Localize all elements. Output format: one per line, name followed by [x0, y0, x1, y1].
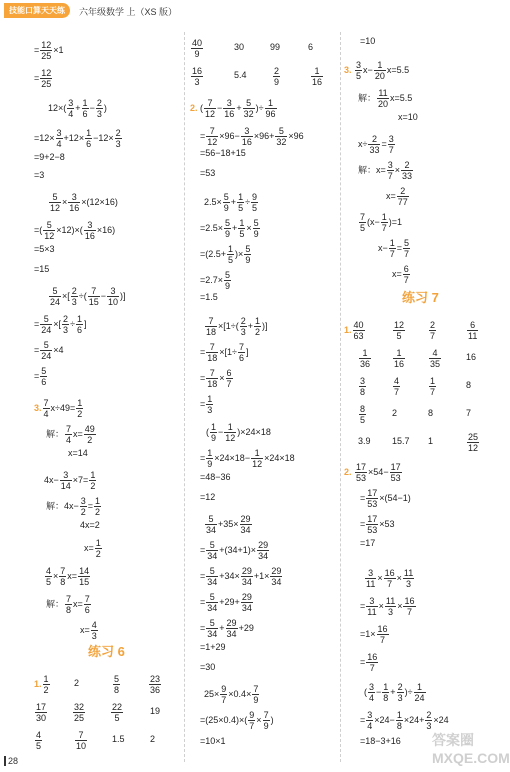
math-line: $\frac{4}{5}$ × $\frac{7}{8}$ x= $\frac{14}{15}$ [46, 566, 90, 587]
math-line: = $\frac{5}{34}$ +29+ $\frac{29}{34}$ [200, 592, 252, 613]
math-line: =( $\frac{5}{12}$ ×12)×( $\frac{3}{16}$ ×16) [34, 220, 116, 241]
answer-row: $\frac{17}{30}$ $\frac{32}{25}$ $\frac{22}{5}$ 19 [36, 702, 161, 723]
math-line: x= $\frac{4}{3}$ [80, 620, 97, 641]
math-line: ( $\frac{1}{9}$ − $\frac{1}{12}$ )×24×18 [206, 422, 271, 443]
math-line: = $\frac{5}{24}$ ×[ $\frac{2}{3}$ ÷ $\frac{1}{6}$ ] [34, 314, 87, 335]
grade-label: 六年级数学 上（XS 版） [79, 7, 178, 17]
answer-row: $\frac{4}{5}$ $\frac{7}{10}$ 1.5 2 [36, 730, 156, 751]
series-tag: 技能口算天天练 [4, 3, 70, 18]
math-line: =(25×0.4)×( $\frac{9}{7}$ × $\frac{7}{9}$ ) [200, 710, 274, 731]
math-line: = $\frac{12}{25}$ [34, 68, 52, 89]
math-line: = $\frac{1}{3}$ [200, 394, 213, 415]
math-line: =9+2−8 [34, 152, 65, 162]
math-line: $\frac{5}{12}$ × $\frac{3}{16}$ ×(12×16) [50, 192, 118, 213]
math-line: 2. ( $\frac{7}{12}$ − $\frac{3}{16}$ + $\frac{5}{32}$ )÷ $\frac{1}{96}$ [190, 98, 276, 119]
answer-row: 1. $\frac{40}{63}$ $\frac{12}{5}$ $\frac{2}{7}$ $\frac{6}{11}$ [344, 320, 478, 341]
math-line: $\frac{7}{5}$ (x− $\frac{1}{7}$ )=1 [360, 212, 403, 233]
math-line: = $\frac{16}{7}$ [360, 652, 378, 673]
math-line: 解：x= $\frac{3}{7}$ × $\frac{2}{33}$ [358, 160, 413, 181]
math-line: 解： $\frac{11}{20}$ x=5.5 [358, 88, 413, 109]
math-line: =10 [360, 36, 376, 46]
math-line: =1.5 [200, 292, 218, 302]
math-line: 解：4x− $\frac{3}{2}$ = $\frac{1}{2}$ [46, 496, 101, 517]
math-line: =1× $\frac{16}{7}$ [360, 624, 388, 645]
math-line: = $\frac{7}{18}$ × $\frac{6}{7}$ [200, 368, 232, 389]
math-line: 4x=2 [80, 520, 100, 530]
math-line: 解： $\frac{7}{4}$ x= $\frac{49}{2}$ [46, 424, 95, 445]
page-header [0, 0, 500, 24]
answer-row: $\frac{3}{8}$ $\frac{4}{7}$ $\frac{1}{7}$ 8 [360, 376, 472, 397]
answer-row: $\frac{8}{5}$ 2 8 7 [360, 404, 472, 425]
math-line: $\frac{5}{24}$ ×[ $\frac{2}{3}$ ÷( $\frac{7}{15}$ − $\frac{3}{10}$ )] [50, 286, 126, 307]
math-line: = $\frac{5}{6}$ [34, 366, 47, 387]
math-line: = $\frac{3}{4}$ ×24− $\frac{1}{8}$ ×24+ $\frac{2}{3}$ ×24 [360, 710, 449, 731]
math-line: 解： $\frac{7}{8}$ x= $\frac{7}{6}$ [46, 594, 90, 615]
math-line: =(2.5+ $\frac{1}{5}$ )× $\frac{5}{9}$ [200, 244, 251, 265]
math-line: ( $\frac{3}{4}$ − $\frac{1}{8}$ + $\frac{2}{3}$ )÷ $\frac{1}{24}$ [364, 682, 425, 703]
column-divider [184, 32, 185, 762]
math-line: =48−36 [200, 472, 231, 482]
math-line: = $\frac{5}{34}$ + $\frac{29}{34}$ +29 [200, 618, 254, 639]
math-line: x÷ $\frac{2}{33}$ = $\frac{3}{7}$ [358, 134, 394, 155]
math-line: = $\frac{12}{25}$ ×1 [34, 40, 64, 61]
math-line: = $\frac{17}{53}$ ×53 [360, 514, 395, 535]
answer-row: $\frac{16}{3}$ 5.4 $\frac{2}{9}$ $\frac{1}{16}$ [192, 66, 323, 87]
math-line: =10×1 [200, 736, 226, 746]
math-line: = $\frac{7}{12}$ ×96− $\frac{3}{16}$ ×96+ $\frac{5}{32}$ ×96 [200, 126, 304, 147]
math-line: 3. $\frac{7}{4}$ x÷49= $\frac{1}{2}$ [34, 398, 83, 419]
math-line: =56−18+15 [200, 148, 246, 158]
math-line: x= $\frac{6}{7}$ [392, 264, 409, 285]
math-line: =30 [200, 662, 216, 672]
math-line: =12 [200, 492, 216, 502]
math-line: 4x− $\frac{3}{14}$ ×7= $\frac{1}{2}$ [44, 470, 96, 491]
math-line: =15 [34, 264, 50, 274]
math-line: =17 [360, 538, 376, 548]
math-line: = $\frac{1}{9}$ ×24×18− $\frac{1}{12}$ ×24×18 [200, 448, 295, 469]
math-line: 2.5× $\frac{5}{9}$ + $\frac{1}{5}$ ÷ $\frac{9}{5}$ [204, 192, 258, 213]
math-line: = $\frac{5}{34}$ +34× $\frac{29}{34}$ +1× $\frac{29}{34}$ [200, 566, 282, 587]
math-line: $\frac{7}{18}$ ×[1÷( $\frac{2}{3}$ + $\frac{1}{2}$ )] [206, 316, 268, 337]
math-line: 25× $\frac{9}{7}$ ×0.4× $\frac{7}{9}$ [204, 684, 259, 705]
answer-row: 1. $\frac{1}{2}$ 2 $\frac{5}{8}$ $\frac{23}{36}$ [34, 674, 161, 695]
math-line: $\frac{3}{11}$ × $\frac{16}{7}$ × $\frac{11}{3}$ [366, 568, 414, 589]
watermark-logo: 答案圈 MXQE.COM [432, 732, 510, 766]
math-line: = $\frac{5}{24}$ ×4 [34, 340, 64, 361]
math-line: x=10 [398, 112, 418, 122]
math-line: 2. $\frac{17}{53}$ ×54− $\frac{17}{53}$ [344, 462, 401, 483]
math-line: =2.7× $\frac{5}{9}$ [200, 270, 231, 291]
math-line: = $\frac{5}{34}$ +(34+1)× $\frac{29}{34}$ [200, 540, 269, 561]
math-line: 12×( $\frac{3}{4}$ + $\frac{1}{6}$ − $\frac{2}{3}$ ) [48, 98, 107, 119]
math-line: =5×3 [34, 244, 55, 254]
math-line: =53 [200, 168, 216, 178]
math-line: = $\frac{7}{18}$ ×[1÷ $\frac{7}{6}$ ] [200, 342, 249, 363]
section-title: 练习 7 [402, 290, 439, 305]
math-line: x=14 [68, 448, 88, 458]
math-line: =1+29 [200, 642, 226, 652]
answer-row: $\frac{40}{9}$ 30 99 6 [192, 38, 314, 59]
math-line: =2.5× $\frac{5}{9}$ + $\frac{1}{5}$ × $\frac{5}{9}$ [200, 218, 259, 239]
answer-row: 3.9 15.7 1 $\frac{25}{12}$ [358, 432, 479, 453]
math-line: x= $\frac{2}{77}$ [386, 186, 408, 207]
column-divider [340, 32, 341, 762]
math-line: x− $\frac{1}{7}$ = $\frac{5}{7}$ [378, 238, 410, 259]
math-line: = $\frac{3}{11}$ × $\frac{11}{3}$ × $\frac{16}{7}$ [360, 596, 415, 617]
math-line: =12× $\frac{3}{4}$ +12× $\frac{1}{6}$ −12× $\frac{2}{3}$ [34, 128, 121, 149]
math-line: x= $\frac{1}{2}$ [84, 538, 101, 559]
math-line: =18−3+16 [360, 736, 401, 746]
answer-row: $\frac{1}{36}$ $\frac{1}{16}$ $\frac{4}{35}$ 16 [360, 348, 477, 369]
math-line: $\frac{5}{34}$ +35× $\frac{29}{34}$ [206, 514, 251, 535]
math-line: 3. $\frac{3}{5}$ x− $\frac{1}{20}$ x=5.5 [344, 60, 410, 81]
page-number: 28 [4, 756, 18, 766]
section-title: 练习 6 [88, 644, 125, 659]
math-line: = $\frac{17}{53}$ ×(54−1) [360, 488, 411, 509]
math-line: =3 [34, 170, 45, 180]
